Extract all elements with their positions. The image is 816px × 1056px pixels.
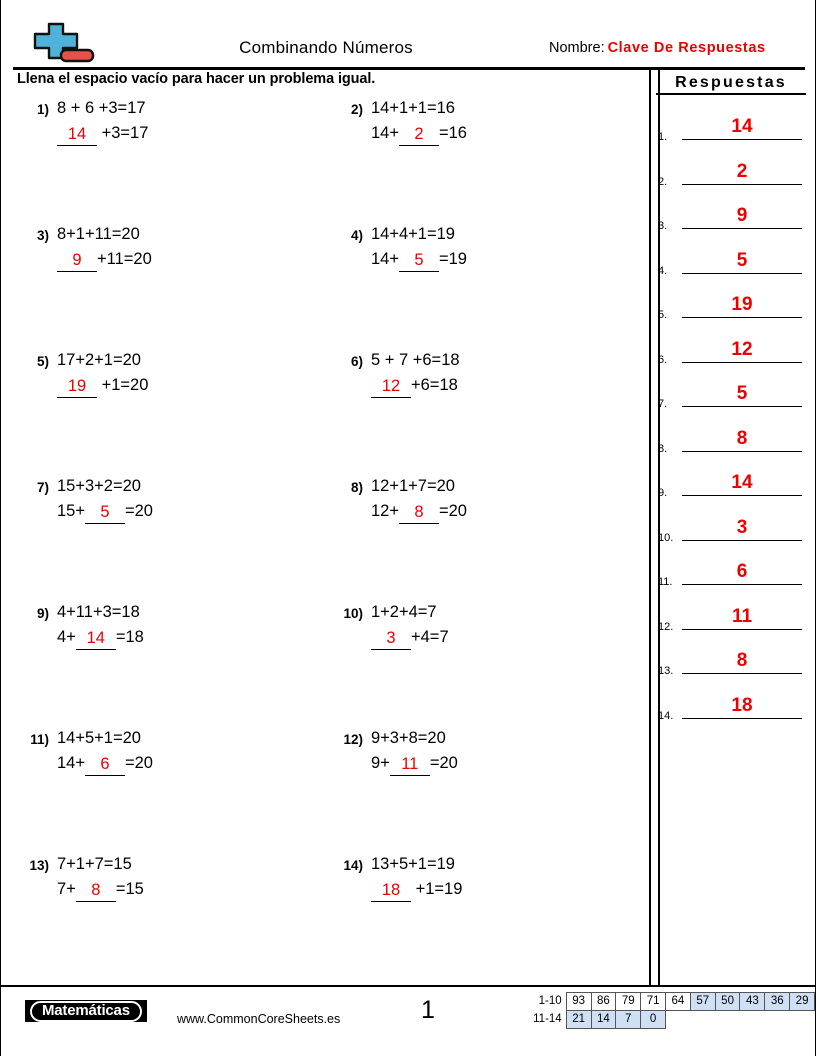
score-cell: 50 bbox=[715, 993, 740, 1011]
answer-key-row bbox=[656, 246, 806, 277]
answer-key-row bbox=[656, 112, 806, 143]
page-title: Combinando Números bbox=[239, 38, 413, 57]
website-url: www.CommonCoreSheets.es bbox=[177, 1012, 341, 1026]
problem-5 bbox=[19, 348, 148, 398]
problem-number: 4) bbox=[350, 228, 363, 243]
answer-key-row bbox=[656, 646, 806, 677]
brand-logo bbox=[25, 1000, 147, 1022]
equation-prefix: 9+ bbox=[371, 754, 390, 772]
problem-number: 10) bbox=[343, 606, 363, 621]
problem-body bbox=[371, 96, 467, 146]
answer-key-row bbox=[656, 424, 806, 455]
problem-body bbox=[371, 348, 460, 398]
problem-answer-line bbox=[371, 625, 449, 650]
answer-key-value: 8 bbox=[736, 650, 748, 671]
answer-key-row bbox=[656, 335, 806, 366]
problem-equation: 5 + 7 +6=18 bbox=[371, 351, 460, 369]
answer-key-blank[interactable] bbox=[682, 429, 802, 452]
score-cell-empty bbox=[790, 1011, 815, 1029]
score-cell-empty bbox=[715, 1011, 740, 1029]
score-table bbox=[529, 992, 815, 1029]
problem-equation: 12+1+7=20 bbox=[371, 477, 455, 495]
problem-number: 13) bbox=[29, 858, 49, 873]
score-cell: 21 bbox=[566, 1011, 591, 1029]
score-row-2-label: 11-14 bbox=[533, 1013, 562, 1025]
problem-body bbox=[371, 222, 467, 272]
problem-number: 7) bbox=[36, 480, 49, 495]
score-cell-empty bbox=[765, 1011, 790, 1029]
equation-suffix: =20 bbox=[439, 502, 467, 520]
name-value: Clave De Respuestas bbox=[607, 40, 766, 56]
answer-blank[interactable]: 5 bbox=[399, 250, 439, 272]
score-table-grid bbox=[529, 992, 815, 1029]
answer-key-blank[interactable] bbox=[682, 162, 802, 185]
equation-prefix: 7+ bbox=[57, 880, 76, 898]
problem-6 bbox=[333, 348, 460, 398]
problem-answer-line bbox=[371, 499, 467, 524]
answer-blank[interactable]: 5 bbox=[85, 502, 125, 524]
equation-suffix: =15 bbox=[115, 880, 144, 898]
answer-key-blank[interactable] bbox=[682, 518, 802, 541]
problem-answer-line bbox=[57, 751, 153, 776]
problem-equation: 8 + 6 +3=17 bbox=[57, 99, 146, 117]
problem-2 bbox=[333, 96, 467, 146]
problem-answer-line bbox=[57, 877, 144, 902]
problem-answer-line bbox=[57, 373, 148, 398]
score-cell-empty bbox=[666, 1011, 691, 1029]
answer-blank[interactable]: 14 bbox=[57, 124, 97, 146]
problem-equation: 8+1+11=20 bbox=[57, 225, 140, 243]
score-cell: 29 bbox=[790, 993, 815, 1011]
problem-body bbox=[57, 348, 148, 398]
problem-equation: 13+5+1=19 bbox=[371, 855, 455, 873]
equation-suffix: +1=19 bbox=[411, 880, 463, 898]
problem-answer-line bbox=[371, 877, 462, 902]
answer-key-value: 6 bbox=[736, 561, 748, 582]
problem-1 bbox=[19, 96, 148, 146]
answer-blank[interactable]: 8 bbox=[76, 880, 116, 902]
equation-suffix: +6=18 bbox=[411, 376, 458, 394]
instructions-text: Llena el espacio vacío para hacer un problema igual. bbox=[17, 71, 376, 87]
name-label: Nombre: bbox=[549, 40, 605, 56]
problem-body bbox=[371, 474, 467, 524]
problem-body bbox=[371, 726, 458, 776]
equation-suffix: +11=20 bbox=[97, 250, 152, 268]
problem-number: 14) bbox=[343, 858, 363, 873]
problem-11 bbox=[19, 726, 153, 776]
problem-body bbox=[57, 726, 153, 776]
equation-suffix: =20 bbox=[125, 502, 153, 520]
problem-equation: 1+2+4=7 bbox=[371, 603, 437, 621]
problem-number: 3) bbox=[36, 228, 49, 243]
score-cell: 86 bbox=[591, 993, 616, 1011]
footer-divider bbox=[1, 985, 816, 987]
answer-blank[interactable]: 6 bbox=[85, 754, 125, 776]
equation-prefix: 15+ bbox=[57, 502, 85, 520]
answer-key-row bbox=[656, 290, 806, 321]
answer-blank[interactable]: 12 bbox=[371, 376, 411, 398]
problem-body bbox=[57, 222, 152, 272]
answer-key-number: 8. bbox=[658, 442, 668, 455]
answer-key-row bbox=[656, 157, 806, 188]
header-divider bbox=[13, 67, 805, 70]
answer-key-blank[interactable] bbox=[682, 384, 802, 407]
problem-9 bbox=[19, 600, 144, 650]
brand-label: Matemáticas bbox=[30, 1001, 142, 1022]
answer-blank[interactable]: 2 bbox=[399, 124, 439, 146]
answer-key-value: 14 bbox=[731, 116, 753, 137]
answer-key-value: 14 bbox=[731, 472, 753, 493]
problem-number: 8) bbox=[350, 480, 363, 495]
equation-prefix: 12+ bbox=[371, 502, 399, 520]
problem-10 bbox=[333, 600, 449, 650]
problem-equation: 15+3+2=20 bbox=[57, 477, 141, 495]
answer-key-value: 12 bbox=[731, 338, 753, 360]
problem-body bbox=[57, 600, 144, 650]
score-cell: 0 bbox=[641, 1011, 666, 1029]
equation-suffix: =16 bbox=[439, 124, 467, 142]
score-cell: 36 bbox=[765, 993, 790, 1011]
answer-key-blank[interactable] bbox=[682, 607, 802, 630]
answer-key-number: 13. bbox=[658, 665, 674, 677]
answer-key-row bbox=[656, 468, 806, 499]
answer-key-number: 11. bbox=[658, 576, 673, 588]
problem-number: 11) bbox=[30, 732, 49, 747]
problem-equation: 14+1+1=16 bbox=[371, 99, 455, 117]
problem-14 bbox=[333, 852, 462, 902]
problem-answer-line bbox=[371, 373, 460, 398]
answer-key-row bbox=[656, 513, 806, 544]
answer-key-number: 9. bbox=[658, 487, 668, 499]
answer-key-number: 6. bbox=[658, 353, 668, 366]
problem-answer-line bbox=[371, 121, 467, 146]
problem-equation: 14+5+1=20 bbox=[57, 729, 141, 747]
page-number: 1 bbox=[421, 996, 435, 1024]
equation-suffix: =20 bbox=[125, 754, 153, 772]
answer-key-number: 4. bbox=[658, 264, 668, 277]
problem-body bbox=[57, 96, 148, 146]
answer-key-blank[interactable] bbox=[682, 251, 802, 274]
equation-prefix: 4+ bbox=[57, 628, 76, 646]
equation-suffix: +1=20 bbox=[97, 376, 149, 394]
answer-key-row bbox=[656, 557, 806, 588]
score-row-1-label: 1-10 bbox=[538, 995, 562, 1007]
problem-answer-line bbox=[371, 751, 458, 776]
equation-prefix: 14+ bbox=[371, 250, 399, 268]
problem-number: 2) bbox=[350, 102, 363, 117]
problem-7 bbox=[19, 474, 153, 524]
equation-prefix: 14+ bbox=[57, 754, 85, 772]
answer-key-blank[interactable] bbox=[682, 117, 802, 140]
answer-key-row bbox=[656, 602, 806, 633]
problem-body bbox=[57, 852, 144, 902]
problem-body bbox=[57, 474, 153, 524]
answer-key-value: 2 bbox=[736, 160, 748, 182]
answer-blank[interactable]: 14 bbox=[76, 628, 116, 650]
answer-key-blank[interactable] bbox=[682, 295, 802, 318]
answer-key-number: 14. bbox=[658, 709, 674, 722]
answer-key-value: 5 bbox=[736, 249, 748, 271]
problem-equation: 4+11+3=18 bbox=[57, 603, 140, 621]
answer-key-row bbox=[656, 691, 806, 722]
score-row-2 bbox=[529, 1011, 815, 1029]
score-cell: 14 bbox=[591, 1011, 616, 1029]
answer-key-number: 5. bbox=[658, 309, 668, 321]
score-cell: 57 bbox=[690, 993, 715, 1011]
score-cell: 64 bbox=[666, 993, 691, 1011]
problem-equation: 14+4+1=19 bbox=[371, 225, 455, 243]
answer-blank[interactable]: 18 bbox=[371, 880, 411, 902]
equation-suffix: =18 bbox=[115, 628, 144, 646]
answer-key-number: 10. bbox=[658, 531, 674, 544]
answer-key-value: 18 bbox=[731, 694, 753, 716]
score-cell: 93 bbox=[566, 993, 591, 1011]
score-cell: 43 bbox=[740, 993, 765, 1011]
equation-suffix: +3=17 bbox=[97, 124, 149, 142]
answer-key-blank[interactable] bbox=[682, 473, 802, 496]
answer-blank[interactable]: 9 bbox=[57, 250, 97, 272]
problem-answer-line bbox=[57, 247, 152, 272]
answer-key-blank[interactable] bbox=[682, 562, 802, 585]
score-cell: 7 bbox=[616, 1011, 641, 1029]
problem-equation: 17+2+1=20 bbox=[57, 351, 141, 369]
problem-number: 5) bbox=[36, 354, 49, 369]
answer-key-blank[interactable] bbox=[682, 340, 802, 363]
problem-13 bbox=[19, 852, 144, 902]
answer-blank[interactable]: 8 bbox=[399, 502, 439, 524]
answer-key-number: 7. bbox=[658, 398, 668, 410]
answer-key-title: Respuestas bbox=[656, 74, 806, 95]
answer-key-number: 1. bbox=[658, 131, 668, 143]
answer-key-number: 3. bbox=[658, 220, 668, 232]
page-header bbox=[1, 0, 816, 70]
problem-answer-line bbox=[57, 499, 153, 524]
answer-blank[interactable]: 3 bbox=[371, 628, 411, 650]
problem-answer-line bbox=[57, 625, 144, 650]
answer-key-value: 9 bbox=[736, 205, 748, 226]
problem-number: 6) bbox=[350, 354, 363, 369]
equation-suffix: =19 bbox=[439, 250, 467, 268]
answer-key-number: 12. bbox=[658, 620, 674, 633]
equation-prefix: 14+ bbox=[371, 124, 399, 142]
score-cell-empty bbox=[690, 1011, 715, 1029]
score-cell-empty bbox=[740, 1011, 765, 1029]
answer-key-blank[interactable] bbox=[682, 206, 802, 229]
answer-blank[interactable]: 11 bbox=[390, 754, 430, 776]
problem-3 bbox=[19, 222, 152, 272]
problem-4 bbox=[333, 222, 467, 272]
problem-equation: 7+1+7=15 bbox=[57, 855, 132, 873]
answer-blank[interactable]: 19 bbox=[57, 376, 97, 398]
score-cell: 79 bbox=[616, 993, 641, 1011]
score-cell: 71 bbox=[641, 993, 666, 1011]
answer-key-blank[interactable] bbox=[682, 651, 802, 674]
problem-answer-line bbox=[371, 247, 467, 272]
answer-key-value: 19 bbox=[731, 294, 753, 315]
equation-suffix: +4=7 bbox=[411, 628, 449, 646]
problem-number: 12) bbox=[343, 732, 363, 747]
name-field bbox=[549, 40, 766, 56]
answer-key-value: 3 bbox=[736, 516, 748, 538]
answer-key-row bbox=[656, 379, 806, 410]
problem-body bbox=[371, 600, 449, 650]
answer-key-value: 5 bbox=[736, 383, 748, 404]
problem-number: 1) bbox=[36, 102, 49, 117]
problem-equation: 9+3+8=20 bbox=[371, 729, 446, 747]
answer-key-number: 2. bbox=[658, 175, 668, 188]
score-row-1 bbox=[529, 993, 815, 1011]
problem-8 bbox=[333, 474, 467, 524]
answer-key-row bbox=[656, 201, 806, 232]
answer-key-blank[interactable] bbox=[682, 696, 802, 719]
problem-number: 9) bbox=[36, 606, 49, 621]
answer-key-value: 11 bbox=[731, 605, 753, 627]
problem-12 bbox=[333, 726, 458, 776]
answer-key-value: 8 bbox=[736, 427, 748, 449]
problem-answer-line bbox=[57, 121, 148, 146]
equation-suffix: =20 bbox=[429, 754, 458, 772]
problem-body bbox=[371, 852, 462, 902]
